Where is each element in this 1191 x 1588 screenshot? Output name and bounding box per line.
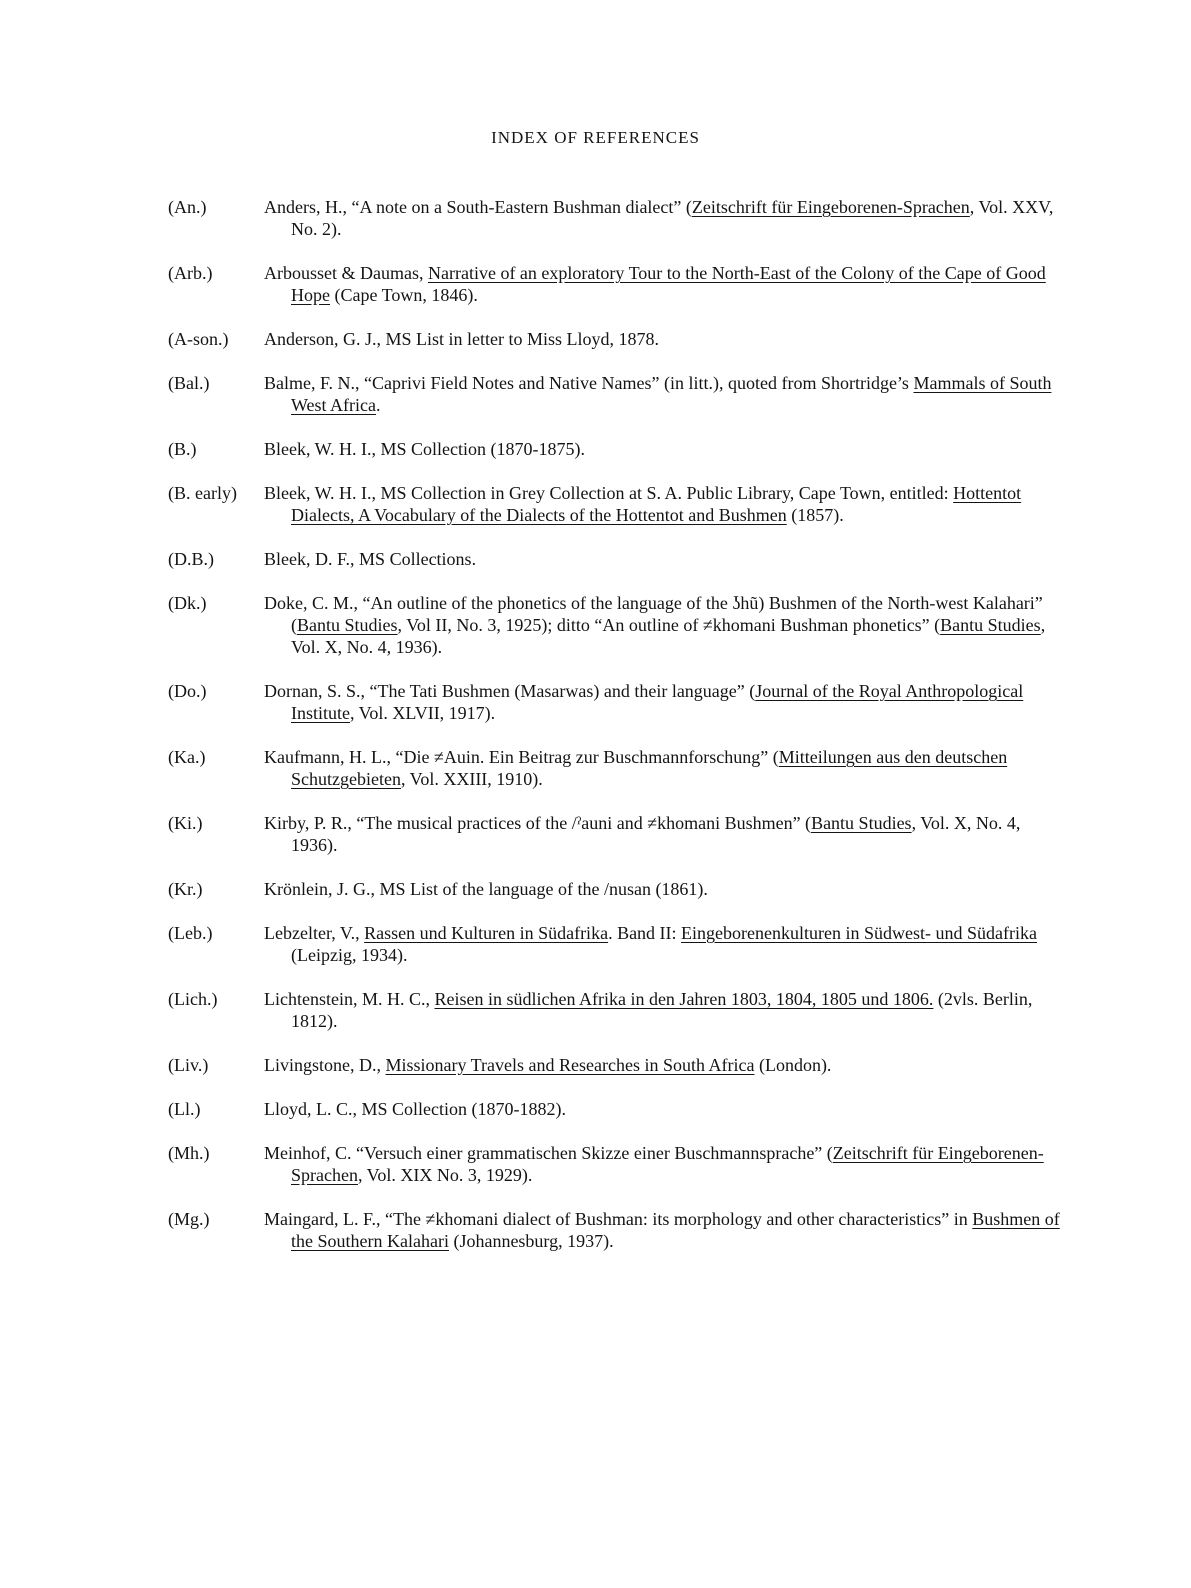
citation-title: Mammals of South West Africa [291,373,1052,415]
reference-entry [168,548,1068,570]
citation-title: Zeitschrift für Eingeborenen-Sprachen [691,197,970,217]
reference-abbreviation: (B. early) [168,483,237,503]
citation-title: Zeitschrift für Eingeborenen-Sprachen [291,1143,1044,1185]
reference-entry [168,1054,1068,1076]
reference-abbreviation: (Arb.) [168,263,213,283]
reference-entry [168,746,1068,790]
citation-text: Dornan, S. S., “The Tati Bushmen (Masarwas) and their language” ( [264,681,756,701]
reference-entry [168,1098,1068,1120]
reference-abbreviation: (Leb.) [168,923,213,943]
reference-citation [264,1054,1068,1076]
citation-title: Narrative of an exploratory Tour to the North-East of the Colony of the Cape of Good Hope [291,263,1046,305]
reference-citation [264,1142,1068,1186]
citation-text: Lichtenstein, M. H. C., [264,989,435,1009]
reference-citation [264,482,1068,526]
citation-title: Bushmen of the Southern Kalahari [291,1209,1060,1251]
reference-entry [168,812,1068,856]
reference-entry [168,328,1068,350]
reference-abbreviation: (D.B.) [168,549,214,569]
citation-text: Bleek, W. H. I., MS Collection (1870-1875). [264,439,585,459]
citation-text: Krönlein, J. G., MS List of the language of the /nusan (1861). [264,879,708,899]
reference-citation [264,988,1068,1032]
reference-citation [264,680,1068,724]
citation-text: Anders, H., “A note on a South-Eastern Bushman dialect” ( [264,197,692,217]
citation-text: Livingstone, D., [264,1055,386,1075]
reference-abbreviation: (Dk.) [168,593,207,613]
citation-text: Bleek, W. H. I., MS Collection in Grey Collection at S. A. Public Library, Cape Town, entitled: [264,483,954,503]
reference-abbreviation: (Mg.) [168,1209,210,1229]
reference-citation [264,328,1068,350]
citation-text: Meinhof, C. “Versuch einer grammatischen Skizze einer Buschmannsprache” ( [264,1143,833,1163]
reference-abbreviation: (A-son.) [168,329,229,349]
reference-citation [264,196,1068,240]
reference-citation [264,746,1068,790]
reference-entry [168,1208,1068,1252]
citation-text: (Leipzig, 1934). [291,945,408,965]
reference-entry [168,196,1068,240]
reference-abbreviation: (Do.) [168,681,207,701]
reference-citation [264,878,1068,900]
citation-text: (Johannesburg, 1937). [448,1231,614,1251]
reference-list [168,196,1068,1274]
citation-title: Rassen und Kulturen in Südafrika [364,923,609,943]
citation-text: , Vol. X, No. 4, 1936). [291,615,1046,657]
citation-text: (2vls. Berlin, 1812). [291,989,1033,1031]
citation-title: Journal of the Royal Anthropological Institute [291,681,1024,723]
reference-abbreviation: (B.) [168,439,197,459]
citation-text: Lebzelter, V., [264,923,365,943]
reference-citation [264,922,1068,966]
reference-abbreviation: (Liv.) [168,1055,209,1075]
reference-abbreviation: (Lich.) [168,989,218,1009]
reference-abbreviation: (Kr.) [168,879,203,899]
citation-text: Doke, C. M., “An outline of the phonetics of the language of the ʖhũ) Bushmen of the North-west Kalahari” ( [264,593,1043,635]
citation-title: Mitteilungen aus den deutschen Schutzgebieten [291,747,1008,789]
citation-text: . Band II: [608,923,682,943]
citation-text: , Vol II, No. 3, 1925); ditto “An outline of ≠khomani Bushman phonetics” ( [397,615,941,635]
reference-entry [168,592,1068,658]
reference-entry [168,1142,1068,1186]
citation-title: Bantu Studies [811,813,912,833]
citation-text: , Vol. XIX No. 3, 1929). [357,1165,533,1185]
citation-title: Bantu Studies [940,615,1041,635]
reference-entry [168,438,1068,460]
citation-text: . [376,395,381,415]
citation-title: Missionary Travels and Researches in South Africa [385,1055,755,1075]
reference-citation [264,592,1068,658]
page-title: INDEX OF REFERENCES [491,128,700,147]
reference-abbreviation: (Bal.) [168,373,210,393]
reference-citation [264,438,1068,460]
reference-citation [264,812,1068,856]
reference-abbreviation: (An.) [168,197,207,217]
citation-text: Kirby, P. R., “The musical practices of the /ˀauni and ≠khomani Bushmen” ( [264,813,812,833]
reference-abbreviation: (Mh.) [168,1143,210,1163]
citation-text: (1857). [786,505,844,525]
reference-entry [168,922,1068,966]
citation-text: Balme, F. N., “Caprivi Field Notes and Native Names” (in litt.), quoted from Shortridge’s [264,373,914,393]
reference-citation [264,1098,1068,1120]
citation-text: , Vol. XXIII, 1910). [400,769,543,789]
reference-abbreviation: (Ll.) [168,1099,201,1119]
citation-text: Maingard, L. F., “The ≠khomani dialect of Bushman: its morphology and other characteristics” in [264,1209,973,1229]
citation-title: Hottentot Dialects, A Vocabulary of the Dialects of the Hottentot and Bushmen [291,483,1022,525]
citation-title: Reisen in südlichen Afrika in den Jahren 1803, 1804, 1805 und 1806. [434,989,934,1009]
reference-entry [168,988,1068,1032]
citation-text: (Cape Town, 1846). [330,285,478,305]
citation-text: Bleek, D. F., MS Collections. [264,549,477,569]
reference-entry [168,262,1068,306]
reference-citation [264,548,1068,570]
reference-abbreviation: (Ka.) [168,747,206,767]
reference-entry [168,878,1068,900]
citation-text: (London). [754,1055,832,1075]
citation-text: , Vol. X, No. 4, 1936). [291,813,1021,855]
citation-text: Kaufmann, H. L., “Die ≠Auin. Ein Beitrag zur Buschmannforschung” ( [264,747,779,767]
reference-citation [264,262,1068,306]
reference-entry [168,680,1068,724]
citation-title: Bantu Studies [297,615,398,635]
citation-title: Eingeborenenkulturen in Südwest- und Südafrika [681,923,1037,943]
reference-abbreviation: (Ki.) [168,813,203,833]
citation-text: , Vol. XXV, No. 2). [291,197,1054,239]
reference-entry [168,482,1068,526]
citation-text: Lloyd, L. C., MS Collection (1870-1882). [264,1099,566,1119]
reference-entry [168,372,1068,416]
reference-citation [264,372,1068,416]
citation-text: Anderson, G. J., MS List in letter to Miss Lloyd, 1878. [264,329,659,349]
reference-citation [264,1208,1068,1252]
citation-text: Arbousset & Daumas, [264,263,428,283]
citation-text: , Vol. XLVII, 1917). [350,703,496,723]
